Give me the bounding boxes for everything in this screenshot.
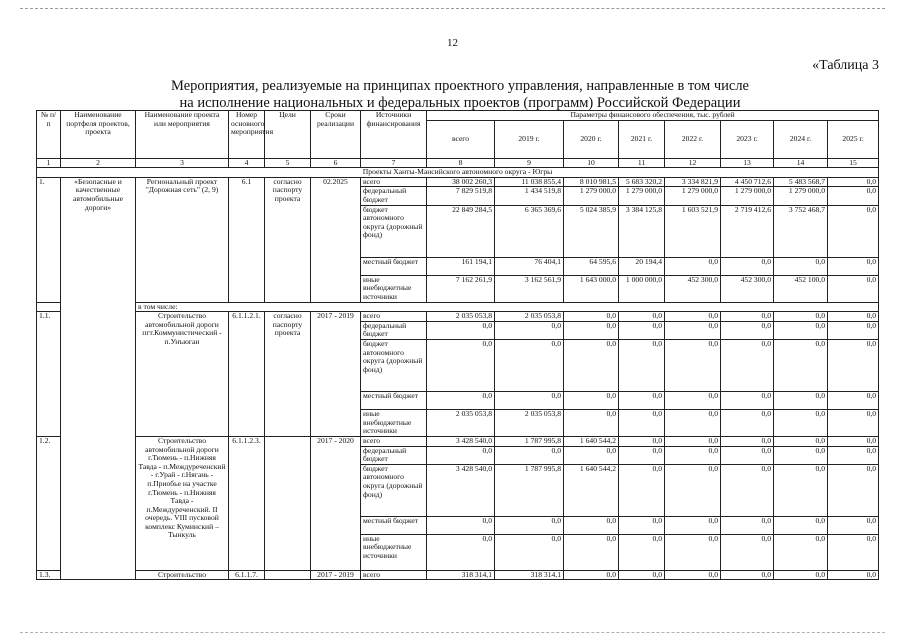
- amount-cell: 0,0: [427, 534, 495, 570]
- amount-cell: 0,0: [665, 391, 721, 409]
- financing-source: иные внебюджетные источники: [361, 275, 427, 302]
- column-number: 4: [229, 158, 265, 168]
- project-name: Строительство: [136, 570, 229, 580]
- amount-cell: 1 434 519,8: [495, 187, 564, 205]
- amount-cell: 0,0: [619, 321, 665, 339]
- amount-cell: 0,0: [564, 534, 619, 570]
- financing-source: бюджет автономного округа (дорожный фонд): [361, 464, 427, 516]
- amount-cell: 0,0: [427, 321, 495, 339]
- financing-source: иные внебюджетные источники: [361, 409, 427, 436]
- header-row-1: [37, 111, 879, 121]
- amount-cell: 76 404,1: [495, 257, 564, 275]
- amount-cell: 0,0: [721, 464, 774, 516]
- project-name: Строительство автомобильной дороги пгт.Коммунистический - п.Унъюган: [136, 312, 229, 437]
- amount-cell: 38 002 260,3: [427, 177, 495, 187]
- amount-cell: 6 365 369,6: [495, 205, 564, 257]
- amount-cell: 1 643 000,0: [564, 275, 619, 302]
- amount-cell: 5 024 385,9: [564, 205, 619, 257]
- header-year: 2023 г.: [721, 120, 774, 158]
- amount-cell: 452 100,0: [774, 275, 828, 302]
- header-year: 2022 г.: [665, 120, 721, 158]
- header-params: Параметры финансового обеспечения, тыс. рублей: [427, 111, 879, 121]
- amount-cell: 0,0: [619, 436, 665, 446]
- amount-cell: 0,0: [828, 446, 879, 464]
- amount-cell: 0,0: [427, 516, 495, 534]
- amount-cell: 1 279 000,0: [721, 187, 774, 205]
- amount-cell: 0,0: [828, 312, 879, 322]
- row-number: 1.1.: [37, 312, 61, 437]
- amount-cell: 0,0: [721, 339, 774, 391]
- financing-source: бюджет автономного округа (дорожный фонд): [361, 205, 427, 257]
- event-number: 6.1.1.2.1.: [229, 312, 265, 437]
- amount-cell: 3 752 468,7: [774, 205, 828, 257]
- amount-cell: 0,0: [774, 409, 828, 436]
- amount-cell: 11 038 855,4: [495, 177, 564, 187]
- amount-cell: 0,0: [828, 464, 879, 516]
- header-terms: Сроки реализации: [311, 111, 361, 159]
- financing-source: местный бюджет: [361, 257, 427, 275]
- table-row: [37, 312, 879, 322]
- page-number: 12: [447, 37, 458, 49]
- terms: 2017 - 2019: [311, 312, 361, 437]
- header-project: Наименование проекта или мероприятия: [136, 111, 229, 159]
- header-event-no: Номер основного мероприятия: [229, 111, 265, 159]
- amount-cell: 0,0: [721, 516, 774, 534]
- row-number: 1.2.: [37, 436, 61, 570]
- financing-source: бюджет автономного округа (дорожный фонд): [361, 339, 427, 391]
- amount-cell: 0,0: [564, 516, 619, 534]
- amount-cell: 3 384 125,8: [619, 205, 665, 257]
- project-name: Региональный проект "Дорожная сеть" (2, 9): [136, 177, 229, 302]
- amount-cell: 0,0: [828, 436, 879, 446]
- amount-cell: 2 035 053,8: [427, 312, 495, 322]
- header-year: 2019 г.: [495, 120, 564, 158]
- section-title: Проекты Ханты-Мансийского автономного округа - Югры: [37, 168, 879, 178]
- amount-cell: 0,0: [665, 534, 721, 570]
- amount-cell: 452 300,0: [721, 275, 774, 302]
- amount-cell: 5 683 320,2: [619, 177, 665, 187]
- amount-cell: 0,0: [495, 339, 564, 391]
- portfolio-name: «Безопасные и качественные автомобильные дороги»: [61, 177, 136, 302]
- amount-cell: 318 314,1: [427, 570, 495, 580]
- terms: 2017 - 2019: [311, 570, 361, 580]
- amount-cell: 0,0: [619, 464, 665, 516]
- title-line-1: Мероприятия, реализуемые на принципах проектного управления, направленные в том числе: [171, 78, 749, 94]
- amount-cell: 0,0: [427, 391, 495, 409]
- financing-source: местный бюджет: [361, 516, 427, 534]
- amount-cell: 1 279 000,0: [665, 187, 721, 205]
- table-row: [37, 436, 879, 446]
- amount-cell: 0,0: [721, 312, 774, 322]
- event-number: 6.1.1.2.3.: [229, 436, 265, 570]
- amount-cell: 1 279 000,0: [619, 187, 665, 205]
- amount-cell: 0,0: [774, 391, 828, 409]
- in-total-label: в том числе:: [136, 302, 879, 312]
- amount-cell: 0,0: [665, 516, 721, 534]
- amount-cell: 0,0: [495, 321, 564, 339]
- financing-table: [36, 110, 879, 580]
- amount-cell: 3 162 561,9: [495, 275, 564, 302]
- amount-cell: 0,0: [619, 516, 665, 534]
- amount-cell: 0,0: [564, 321, 619, 339]
- amount-cell: 4 450 712,6: [721, 177, 774, 187]
- amount-cell: 0,0: [721, 409, 774, 436]
- event-number: 6.1.1.7.: [229, 570, 265, 580]
- header-year: 2020 г.: [564, 120, 619, 158]
- amount-cell: 0,0: [495, 391, 564, 409]
- portfolio-name: [61, 436, 136, 570]
- amount-cell: 0,0: [564, 391, 619, 409]
- amount-cell: 3 428 540,0: [427, 436, 495, 446]
- amount-cell: 0,0: [564, 570, 619, 580]
- financing-source: федеральный бюджет: [361, 187, 427, 205]
- column-number: 10: [564, 158, 619, 168]
- terms: 02.2025: [311, 177, 361, 302]
- amount-cell: 0,0: [665, 321, 721, 339]
- amount-cell: 0,0: [828, 339, 879, 391]
- amount-cell: 0,0: [774, 446, 828, 464]
- amount-cell: 1 787 995,8: [495, 464, 564, 516]
- amount-cell: 0,0: [619, 312, 665, 322]
- goals: согласно паспорту проекта: [265, 177, 311, 302]
- amount-cell: 0,0: [721, 257, 774, 275]
- table-row: [37, 570, 879, 580]
- event-number: 6.1: [229, 177, 265, 302]
- amount-cell: 0,0: [828, 321, 879, 339]
- amount-cell: 0,0: [774, 339, 828, 391]
- header-sources: Источники финансирования: [361, 111, 427, 159]
- financing-source: всего: [361, 570, 427, 580]
- amount-cell: 1 279 000,0: [564, 187, 619, 205]
- amount-cell: 0,0: [619, 409, 665, 436]
- amount-cell: 7 829 519,8: [427, 187, 495, 205]
- amount-cell: 0,0: [619, 534, 665, 570]
- table-label: «Таблица 3: [812, 58, 879, 73]
- financing-source: всего: [361, 436, 427, 446]
- financing-source: всего: [361, 312, 427, 322]
- amount-cell: 0,0: [828, 257, 879, 275]
- amount-cell: 0,0: [774, 464, 828, 516]
- title-line-2: на исполнение национальных и федеральных проектов (программ) Российской Федерации: [179, 95, 741, 111]
- amount-cell: 0,0: [774, 570, 828, 580]
- amount-cell: 0,0: [495, 446, 564, 464]
- amount-cell: 1 640 544,2: [564, 436, 619, 446]
- portfolio-name: [61, 302, 136, 312]
- header-num: № п/п: [37, 111, 61, 159]
- amount-cell: 0,0: [721, 570, 774, 580]
- amount-cell: 2 719 412,6: [721, 205, 774, 257]
- amount-cell: 0,0: [619, 446, 665, 464]
- column-number: 12: [665, 158, 721, 168]
- scan-bottom-border: [20, 632, 885, 633]
- header-year: 2025 г.: [828, 120, 879, 158]
- goals: [265, 570, 311, 580]
- row-number: 1.: [37, 177, 61, 302]
- amount-cell: 0,0: [828, 516, 879, 534]
- amount-cell: 0,0: [564, 312, 619, 322]
- amount-cell: 0,0: [828, 187, 879, 205]
- amount-cell: 0,0: [665, 409, 721, 436]
- amount-cell: 0,0: [828, 534, 879, 570]
- column-number: 8: [427, 158, 495, 168]
- amount-cell: 1 787 995,8: [495, 436, 564, 446]
- amount-cell: 0,0: [774, 312, 828, 322]
- header-year: 2024 г.: [774, 120, 828, 158]
- amount-cell: 1 279 000,0: [774, 187, 828, 205]
- column-number: 5: [265, 158, 311, 168]
- amount-cell: 0,0: [774, 436, 828, 446]
- amount-cell: 5 483 568,7: [774, 177, 828, 187]
- goals: согласно паспорту проекта: [265, 312, 311, 437]
- amount-cell: 0,0: [619, 391, 665, 409]
- amount-cell: 0,0: [774, 516, 828, 534]
- amount-cell: 0,0: [665, 312, 721, 322]
- amount-cell: 318 314,1: [495, 570, 564, 580]
- header-goals: Цели: [265, 111, 311, 159]
- amount-cell: 8 010 981,5: [564, 177, 619, 187]
- amount-cell: 0,0: [665, 257, 721, 275]
- amount-cell: 0,0: [774, 321, 828, 339]
- column-number: 2: [61, 158, 136, 168]
- amount-cell: 0,0: [721, 446, 774, 464]
- amount-cell: 0,0: [665, 339, 721, 391]
- column-number: 6: [311, 158, 361, 168]
- column-number: 3: [136, 158, 229, 168]
- amount-cell: 3 334 821,9: [665, 177, 721, 187]
- amount-cell: 0,0: [828, 177, 879, 187]
- amount-cell: 64 595,6: [564, 257, 619, 275]
- scan-top-border: [20, 8, 885, 9]
- amount-cell: 0,0: [828, 391, 879, 409]
- amount-cell: 0,0: [427, 339, 495, 391]
- amount-cell: 0,0: [427, 446, 495, 464]
- column-number: 13: [721, 158, 774, 168]
- financing-source: федеральный бюджет: [361, 321, 427, 339]
- portfolio-name: [61, 312, 136, 437]
- amount-cell: 3 428 540,0: [427, 464, 495, 516]
- amount-cell: 161 194,1: [427, 257, 495, 275]
- amount-cell: 2 035 053,8: [495, 312, 564, 322]
- document-title: [120, 78, 800, 112]
- amount-cell: 0,0: [774, 534, 828, 570]
- amount-cell: 2 035 053,8: [427, 409, 495, 436]
- amount-cell: 0,0: [665, 446, 721, 464]
- header-total: всего: [427, 120, 495, 158]
- amount-cell: 0,0: [828, 205, 879, 257]
- amount-cell: 0,0: [495, 516, 564, 534]
- row-number: 1.3.: [37, 570, 61, 580]
- amount-cell: 0,0: [619, 339, 665, 391]
- amount-cell: 0,0: [564, 446, 619, 464]
- amount-cell: 0,0: [828, 275, 879, 302]
- portfolio-name: [61, 570, 136, 580]
- amount-cell: 0,0: [721, 436, 774, 446]
- amount-cell: 22 849 284,5: [427, 205, 495, 257]
- amount-cell: 1 603 521,9: [665, 205, 721, 257]
- column-number: 11: [619, 158, 665, 168]
- header-year: 2021 г.: [619, 120, 665, 158]
- financing-source: иные внебюджетные источники: [361, 534, 427, 570]
- amount-cell: 0,0: [828, 570, 879, 580]
- amount-cell: 0,0: [774, 257, 828, 275]
- financing-source: федеральный бюджет: [361, 446, 427, 464]
- amount-cell: 0,0: [721, 534, 774, 570]
- financing-source: местный бюджет: [361, 391, 427, 409]
- amount-cell: 0,0: [495, 534, 564, 570]
- amount-cell: 0,0: [721, 391, 774, 409]
- section-row: [37, 168, 879, 178]
- header-portfolio: Наименование портфеля проектов, проекта: [61, 111, 136, 159]
- amount-cell: 0,0: [564, 409, 619, 436]
- column-number: 14: [774, 158, 828, 168]
- column-number: 15: [828, 158, 879, 168]
- column-number: 9: [495, 158, 564, 168]
- column-number: 1: [37, 158, 61, 168]
- amount-cell: 7 162 261,9: [427, 275, 495, 302]
- goals: [265, 436, 311, 570]
- amount-cell: 20 194,4: [619, 257, 665, 275]
- financing-source: всего: [361, 177, 427, 187]
- amount-cell: 0,0: [665, 436, 721, 446]
- amount-cell: 0,0: [665, 464, 721, 516]
- amount-cell: 0,0: [665, 570, 721, 580]
- amount-cell: 2 035 053,8: [495, 409, 564, 436]
- amount-cell: 0,0: [828, 409, 879, 436]
- amount-cell: 1 640 544,2: [564, 464, 619, 516]
- amount-cell: 0,0: [721, 321, 774, 339]
- amount-cell: 452 300,0: [665, 275, 721, 302]
- amount-cell: 1 000 000,0: [619, 275, 665, 302]
- project-name: Строительство автомобильной дороги г.Тюмень - п.Нижняя Тавда - п.Междуреченский - г.Урай - г.Нягань - п.Приобье на участке г.Тюмень - п.Нижняя Тавда - п.Междуреченский. II очередь. VIII пусковой комплекс Куминский – Тынкуль: [136, 436, 229, 570]
- column-number: 7: [361, 158, 427, 168]
- terms: 2017 - 2020: [311, 436, 361, 570]
- amount-cell: 0,0: [619, 570, 665, 580]
- amount-cell: 0,0: [564, 339, 619, 391]
